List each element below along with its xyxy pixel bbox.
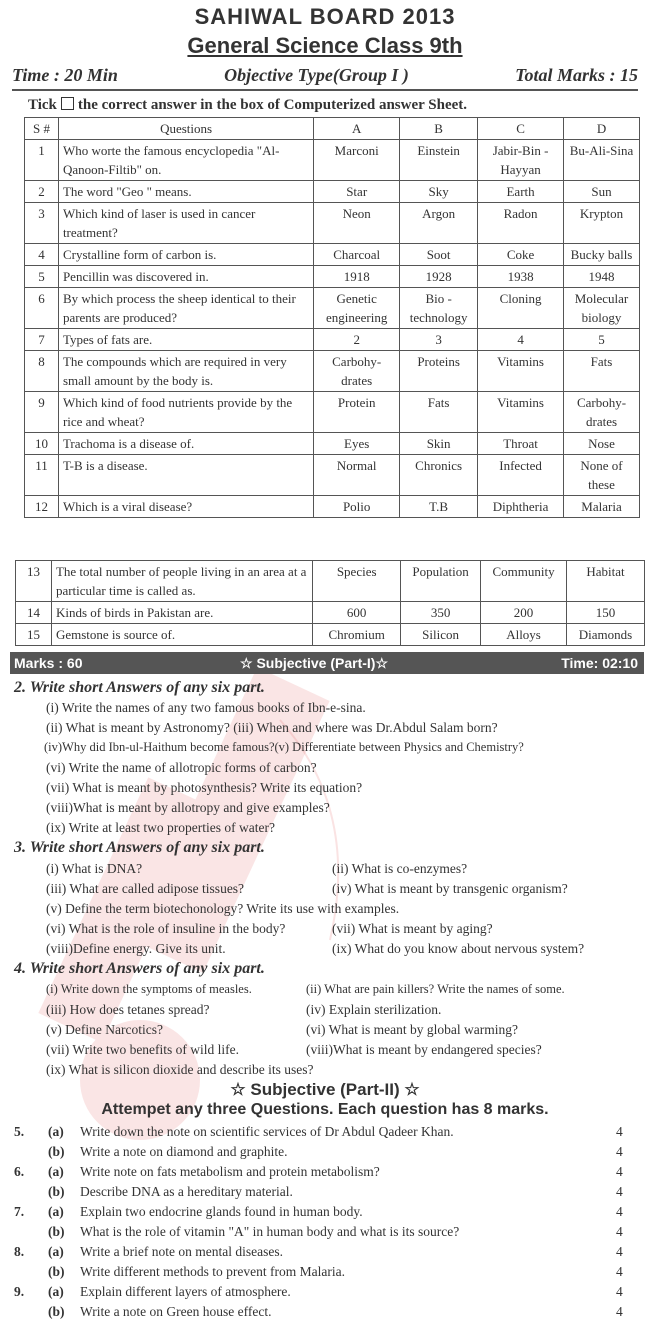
tick-text: the correct answer in the box of Computerized answer Sheet. <box>77 97 468 113</box>
option-d: Bu-Ali-Sina <box>564 140 640 181</box>
short-question: (vii) Write two benefits of wild life. <box>46 1042 240 1057</box>
part-label: (b) <box>48 1144 65 1159</box>
option-b: Soot <box>400 244 478 266</box>
mcq-row <box>16 624 645 646</box>
part-label: (b) <box>48 1264 65 1279</box>
mcq-row <box>25 351 640 392</box>
option-d: Habitat <box>567 561 645 602</box>
time-total: Time: 02:10 <box>561 655 638 671</box>
long-question-row <box>0 1144 650 1164</box>
short-question: (viii)What is meant by allotropy and give examples? <box>46 800 330 815</box>
marks-value: 4 <box>616 1184 623 1199</box>
question-number: 8. <box>14 1244 25 1259</box>
option-d: Carbohy-drates <box>564 392 640 433</box>
mcq-row <box>25 329 640 351</box>
question-number: 12 <box>25 496 59 518</box>
question-text: Write note on fats metabolism and protein metabolism? <box>80 1164 380 1179</box>
short-question: (i) Write down the symptoms of measles. <box>46 982 252 996</box>
part-label: (a) <box>48 1284 64 1299</box>
long-question-row <box>0 1204 650 1224</box>
short-question: (iii) What are called adipose tissues? <box>46 881 245 896</box>
part-label: (a) <box>48 1244 64 1259</box>
marks-value: 4 <box>616 1264 623 1279</box>
question-text: Write different methods to prevent from Malaria. <box>80 1264 345 1279</box>
marks-label: Total Marks : 15 <box>515 65 638 85</box>
tick-instruction <box>28 96 467 114</box>
short-question: (vii) What is meant by photosynthesis? Write its equation? <box>46 780 363 795</box>
question-text: Which kind of laser is used in cancer treatment? <box>58 203 313 244</box>
option-c: Radon <box>478 203 564 244</box>
question-number: 5 <box>25 266 59 288</box>
question-number: 7 <box>25 329 59 351</box>
question-number: 14 <box>16 602 52 624</box>
marks-value: 4 <box>616 1244 623 1259</box>
checkbox-icon <box>61 97 74 110</box>
part-label: (a) <box>48 1204 64 1219</box>
part-label: (a) <box>48 1124 64 1139</box>
option-c: Jabir-Bin -Hayyan <box>478 140 564 181</box>
option-a: Marconi <box>314 140 400 181</box>
marks-value: 4 <box>616 1124 623 1139</box>
option-c: Alloys <box>481 624 567 646</box>
question-text: Write a note on diamond and graphite. <box>80 1144 288 1159</box>
part2-title: ☆ Subjective (Part-II) ☆ <box>230 1080 420 1099</box>
option-d: 5 <box>564 329 640 351</box>
long-question-row <box>0 1264 650 1284</box>
question-text: Write a note on Green house effect. <box>80 1304 272 1319</box>
option-b: Proteins <box>400 351 478 392</box>
long-question-row <box>0 1184 650 1204</box>
short-question: (iv)Why did Ibn-ul-Haithum become famous?(v) Differentiate between Physics and Chemistry? <box>44 740 524 754</box>
option-b: Bio - technology <box>400 288 478 329</box>
option-c: 4 <box>478 329 564 351</box>
question-text: Explain different layers of atmosphere. <box>80 1284 291 1299</box>
question-text: Write down the note on scientific services of Dr Abdul Qadeer Khan. <box>80 1124 454 1139</box>
option-a: 2 <box>314 329 400 351</box>
mcq-row <box>25 140 640 181</box>
option-b: Einstein <box>400 140 478 181</box>
time-label: Time : 20 Min <box>12 65 118 85</box>
question-text: Kinds of birds in Pakistan are. <box>51 602 312 624</box>
question-text: Who worte the famous encyclopedia "Al-Qanoon-Filtib" on. <box>58 140 313 181</box>
mcq-table <box>24 117 640 518</box>
mcq-row <box>25 288 640 329</box>
option-c: Vitamins <box>478 392 564 433</box>
question-text: The word "Geo " means. <box>58 181 313 203</box>
question-number: 15 <box>16 624 52 646</box>
mcq-row <box>25 392 640 433</box>
option-c: Diphtheria <box>478 496 564 518</box>
long-question-row <box>0 1164 650 1184</box>
q2-title: 2. Write short Answers of any six part. <box>14 679 265 696</box>
question-number: 10 <box>25 433 59 455</box>
question-text: Trachoma is a disease of. <box>58 433 313 455</box>
question-text: Pencillin was discovered in. <box>58 266 313 288</box>
short-question: (iv) What is meant by transgenic organism? <box>332 881 568 896</box>
mcq-row <box>25 433 640 455</box>
option-b: Silicon <box>401 624 481 646</box>
part2-instruction: Attempet any three Questions. Each question has 8 marks. <box>101 1101 549 1118</box>
paper-meta <box>12 65 638 91</box>
mcq-header-row <box>25 118 640 140</box>
option-a: Species <box>313 561 401 602</box>
option-a: Eyes <box>314 433 400 455</box>
option-b: Argon <box>400 203 478 244</box>
question-number: 6 <box>25 288 59 329</box>
option-b: Fats <box>400 392 478 433</box>
short-question: (i) Write the names of any two famous books of Ibn-e-sina. <box>46 700 366 715</box>
question-text: By which process the sheep identical to their parents are produced? <box>58 288 313 329</box>
mcq-row <box>25 266 640 288</box>
question-text: What is the role of vitamin "A" in human body and what is its source? <box>80 1224 460 1239</box>
option-c: 200 <box>481 602 567 624</box>
subjective-part1-bar <box>10 652 644 674</box>
col-header: C <box>478 118 564 140</box>
question-text: The total number of people living in an area at a particular time is called as. <box>51 561 312 602</box>
question-number: 7. <box>14 1204 25 1219</box>
mcq-row <box>25 496 640 518</box>
option-b: Population <box>401 561 481 602</box>
option-b: 3 <box>400 329 478 351</box>
short-question: (ii) What is meant by Astronomy? (iii) When and where was Dr.Abdul Salam born? <box>46 720 498 735</box>
part-label: (b) <box>48 1224 65 1239</box>
option-d: Sun <box>564 181 640 203</box>
tick-word: Tick <box>28 97 57 113</box>
short-question: (vi) What is meant by global warming? <box>306 1022 518 1037</box>
marks-60: Marks : 60 <box>14 655 83 671</box>
col-header: B <box>400 118 478 140</box>
option-a: Neon <box>314 203 400 244</box>
long-question-row <box>0 1244 650 1264</box>
option-d: Fats <box>564 351 640 392</box>
short-question: (ii) What is co-enzymes? <box>332 861 468 876</box>
option-a: Normal <box>314 455 400 496</box>
marks-value: 4 <box>616 1304 623 1319</box>
short-question: (viii)What is meant by endangered species? <box>306 1042 542 1057</box>
marks-value: 4 <box>616 1204 623 1219</box>
option-d: 150 <box>567 602 645 624</box>
short-question: (viii)Define energy. Give its unit. <box>46 941 226 956</box>
mcq-row <box>25 203 640 244</box>
question-number: 8 <box>25 351 59 392</box>
mcq-row <box>25 244 640 266</box>
long-question-row <box>0 1304 650 1324</box>
option-d: Malaria <box>564 496 640 518</box>
short-question: (iii) How does tetanes spread? <box>46 1002 210 1017</box>
part1-title: ☆ Subjective (Part-I)☆ <box>240 655 389 671</box>
option-a: Carbohy-drates <box>314 351 400 392</box>
option-d: 1948 <box>564 266 640 288</box>
short-question: (vi) Write the name of allotropic forms of carbon? <box>46 760 317 775</box>
question-text: Which is a viral disease? <box>58 496 313 518</box>
mcq-row <box>25 181 640 203</box>
question-number: 9 <box>25 392 59 433</box>
option-c: Vitamins <box>478 351 564 392</box>
short-question: (ix) What is silicon dioxide and describe its uses? <box>46 1062 314 1077</box>
short-question: (iv) Explain sterilization. <box>306 1002 442 1017</box>
option-a: Charcoal <box>314 244 400 266</box>
short-question: (vii) What is meant by aging? <box>332 921 493 936</box>
question-number: 4 <box>25 244 59 266</box>
option-d: Diamonds <box>567 624 645 646</box>
option-c: 1938 <box>478 266 564 288</box>
short-question: (v) Define Narcotics? <box>46 1022 163 1037</box>
col-header: A <box>314 118 400 140</box>
marks-value: 4 <box>616 1164 623 1179</box>
option-a: Star <box>314 181 400 203</box>
question-text: Gemstone is source of. <box>51 624 312 646</box>
question-text: Describe DNA as a hereditary material. <box>80 1184 293 1199</box>
question-number: 5. <box>14 1124 25 1139</box>
question-number: 1 <box>25 140 59 181</box>
question-text: T-B is a disease. <box>58 455 313 496</box>
question-text: Types of fats are. <box>58 329 313 351</box>
part-label: (b) <box>48 1184 65 1199</box>
marks-value: 4 <box>616 1284 623 1299</box>
mcq-table-continued <box>15 560 645 646</box>
part-label: (b) <box>48 1304 65 1319</box>
marks-value: 4 <box>616 1224 623 1239</box>
option-d: Nose <box>564 433 640 455</box>
option-a: Genetic engineering <box>314 288 400 329</box>
question-text: Explain two endocrine glands found in human body. <box>80 1204 363 1219</box>
mcq-row <box>16 561 645 602</box>
option-b: 1928 <box>400 266 478 288</box>
option-d: Krypton <box>564 203 640 244</box>
short-question: (ix) Write at least two properties of water? <box>46 820 275 835</box>
question-number: 2 <box>25 181 59 203</box>
question-text: Crystalline form of carbon is. <box>58 244 313 266</box>
question-text: Which kind of food nutrients provide by the rice and wheat? <box>58 392 313 433</box>
short-question: (ix) What do you know about nervous system? <box>332 941 585 956</box>
option-b: Sky <box>400 181 478 203</box>
question-number: 9. <box>14 1284 25 1299</box>
question-text: The compounds which are required in very small amount by the body is. <box>58 351 313 392</box>
type-label: Objective Type(Group I ) <box>224 65 409 85</box>
option-c: Community <box>481 561 567 602</box>
option-c: Coke <box>478 244 564 266</box>
question-number: 3 <box>25 203 59 244</box>
question-text: Write a brief note on mental diseases. <box>80 1244 284 1259</box>
long-question-row <box>0 1224 650 1244</box>
short-question: (ii) What are pain killers? Write the names of some. <box>306 982 565 996</box>
option-d: Molecular biology <box>564 288 640 329</box>
col-header: D <box>564 118 640 140</box>
option-b: Chronics <box>400 455 478 496</box>
short-question: (v) Define the term biotechonology? Write its use with examples. <box>46 901 400 916</box>
option-a: 1918 <box>314 266 400 288</box>
marks-value: 4 <box>616 1144 623 1159</box>
board-title: SAHIWAL BOARD 2013 <box>194 4 456 29</box>
option-b: 350 <box>401 602 481 624</box>
question-number: 6. <box>14 1164 25 1179</box>
q4-title: 4. Write short Answers of any six part. <box>14 960 265 977</box>
option-a: Protein <box>314 392 400 433</box>
option-d: Bucky balls <box>564 244 640 266</box>
subject-title: General Science Class 9th <box>187 33 463 58</box>
long-question-row <box>0 1284 650 1304</box>
part-label: (a) <box>48 1164 64 1179</box>
option-a: Chromium <box>313 624 401 646</box>
option-c: Cloning <box>478 288 564 329</box>
mcq-row <box>16 602 645 624</box>
option-b: Skin <box>400 433 478 455</box>
question-number: 13 <box>16 561 52 602</box>
option-c: Earth <box>478 181 564 203</box>
option-c: Throat <box>478 433 564 455</box>
col-header: Questions <box>58 118 313 140</box>
option-d: None of these <box>564 455 640 496</box>
option-a: Polio <box>314 496 400 518</box>
col-header: S # <box>25 118 59 140</box>
option-b: T.B <box>400 496 478 518</box>
q3-title: 3. Write short Answers of any six part. <box>14 839 265 856</box>
option-a: 600 <box>313 602 401 624</box>
question-number: 11 <box>25 455 59 496</box>
option-c: Infected <box>478 455 564 496</box>
short-question: (vi) What is the role of insuline in the body? <box>46 921 286 936</box>
mcq-row <box>25 455 640 496</box>
short-question: (i) What is DNA? <box>46 861 143 876</box>
long-question-row <box>0 1124 650 1144</box>
